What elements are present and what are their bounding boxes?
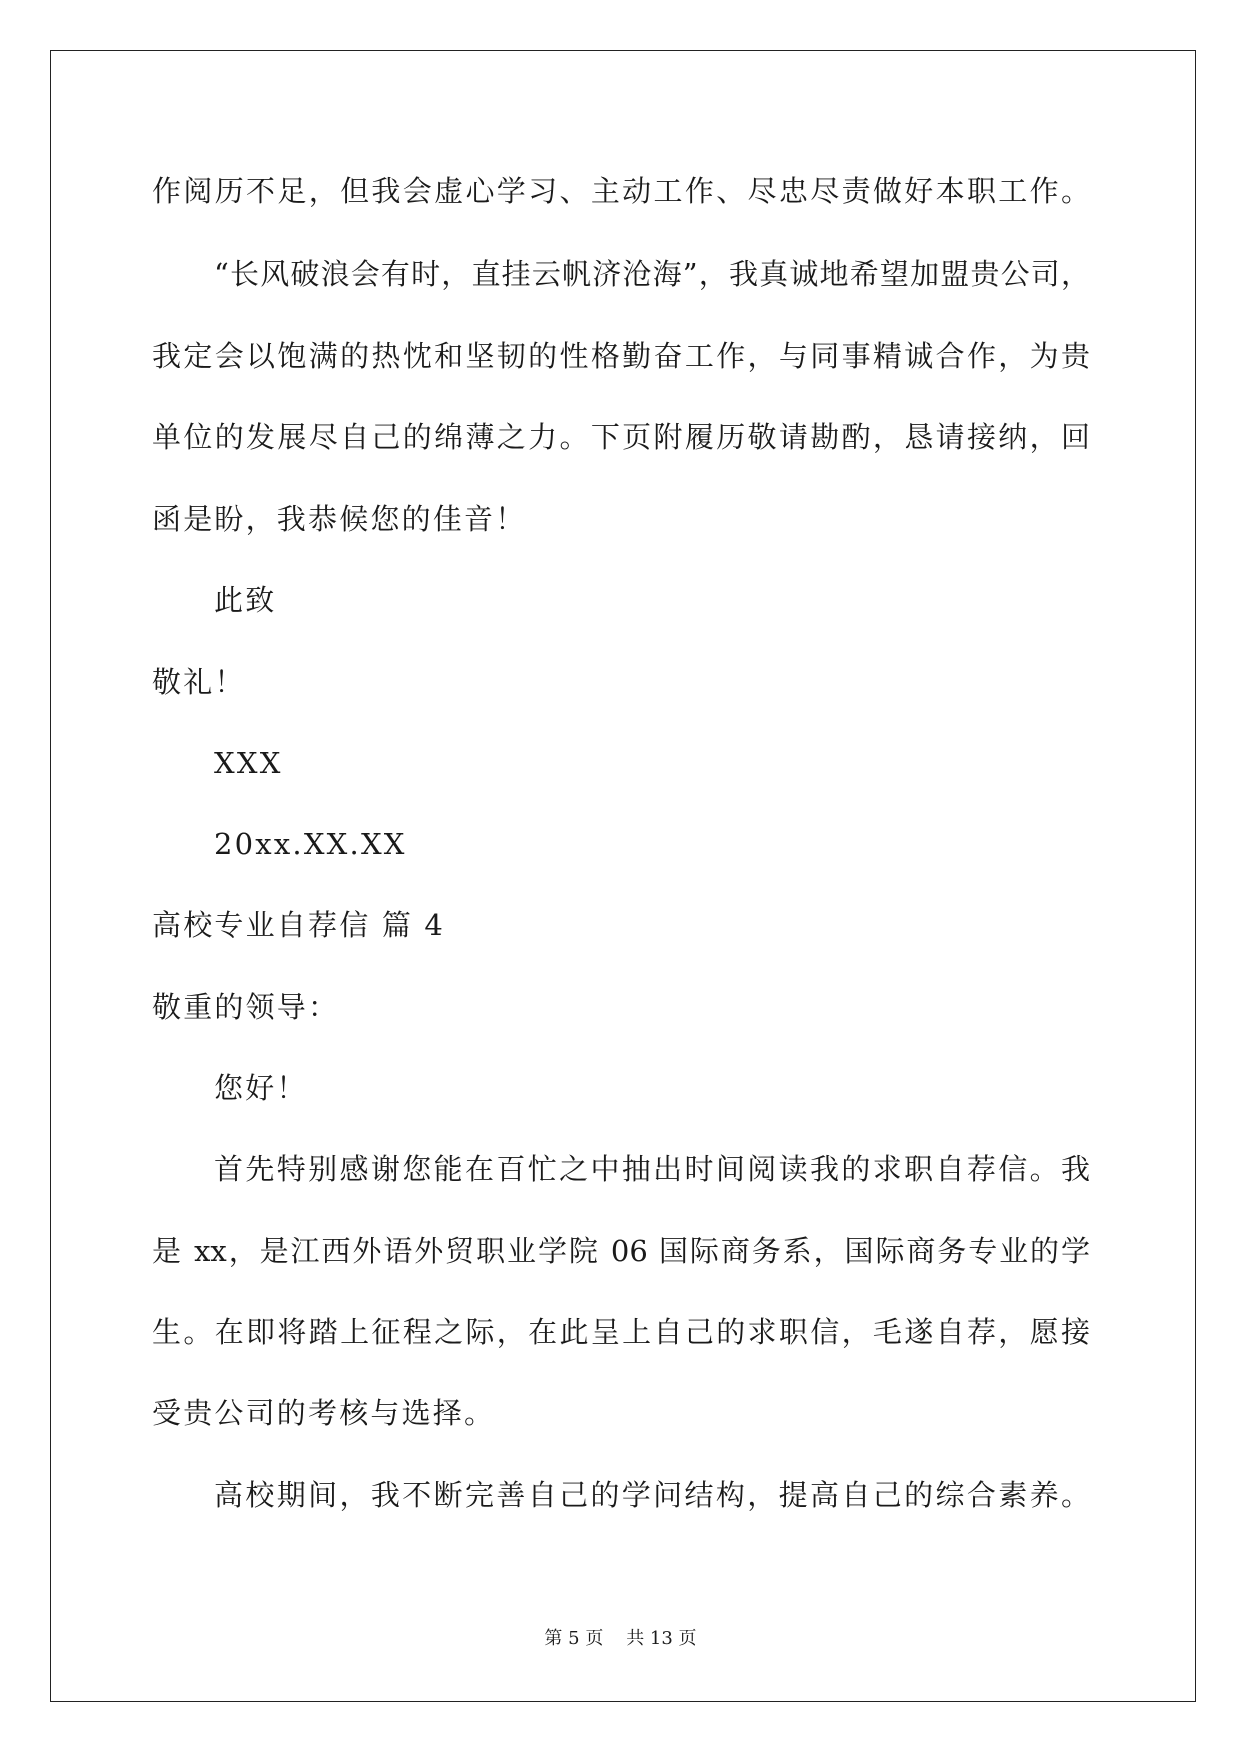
signature-date: 20xx.XX.XX xyxy=(214,827,407,861)
paragraph-line: 生。在即将踏上征程之际，在此呈上自己的求职信，毛遂自荐，愿接 xyxy=(152,1315,1090,1349)
section-heading: 高校专业自荐信 篇 4 xyxy=(152,908,446,942)
paragraph-line: 是 xx，是江西外语外贸职业学院 06 国际商务系，国际商务专业的学 xyxy=(152,1234,1090,1268)
greeting-hello: 您好！ xyxy=(214,1071,308,1105)
paragraph-line: 首先特别感谢您能在百忙之中抽出时间阅读我的求职自荐信。我 xyxy=(214,1152,1090,1186)
paragraph-line: 受贵公司的考核与选择。 xyxy=(152,1396,496,1430)
paragraph-line: 高校期间，我不断完善自己的学问结构，提高自己的综合素养。 xyxy=(214,1478,1090,1512)
paragraph-line: 作阅历不足，但我会虚心学习、主动工作、尽忠尽责做好本职工作。 xyxy=(152,174,1090,208)
greeting: 敬重的领导： xyxy=(152,990,340,1024)
page-border xyxy=(50,50,1196,1702)
salutation-closing: 此致 xyxy=(214,583,277,617)
page-footer: 第 5 页 共 13 页 xyxy=(544,1628,697,1649)
salutation-respect: 敬礼！ xyxy=(152,665,246,699)
signature-name: XXX xyxy=(214,746,283,780)
paragraph-line: 单位的发展尽自己的绵薄之力。下页附履历敬请勘酌，恳请接纳，回 xyxy=(152,420,1090,454)
paragraph-line: 我定会以饱满的热忱和坚韧的性格勤奋工作，与同事精诚合作，为贵 xyxy=(152,339,1090,373)
paragraph-line: “长风破浪会有时，直挂云帆济沧海”，我真诚地希望加盟贵公司， xyxy=(214,257,1090,291)
paragraph-line: 函是盼，我恭候您的佳音！ xyxy=(152,502,527,536)
